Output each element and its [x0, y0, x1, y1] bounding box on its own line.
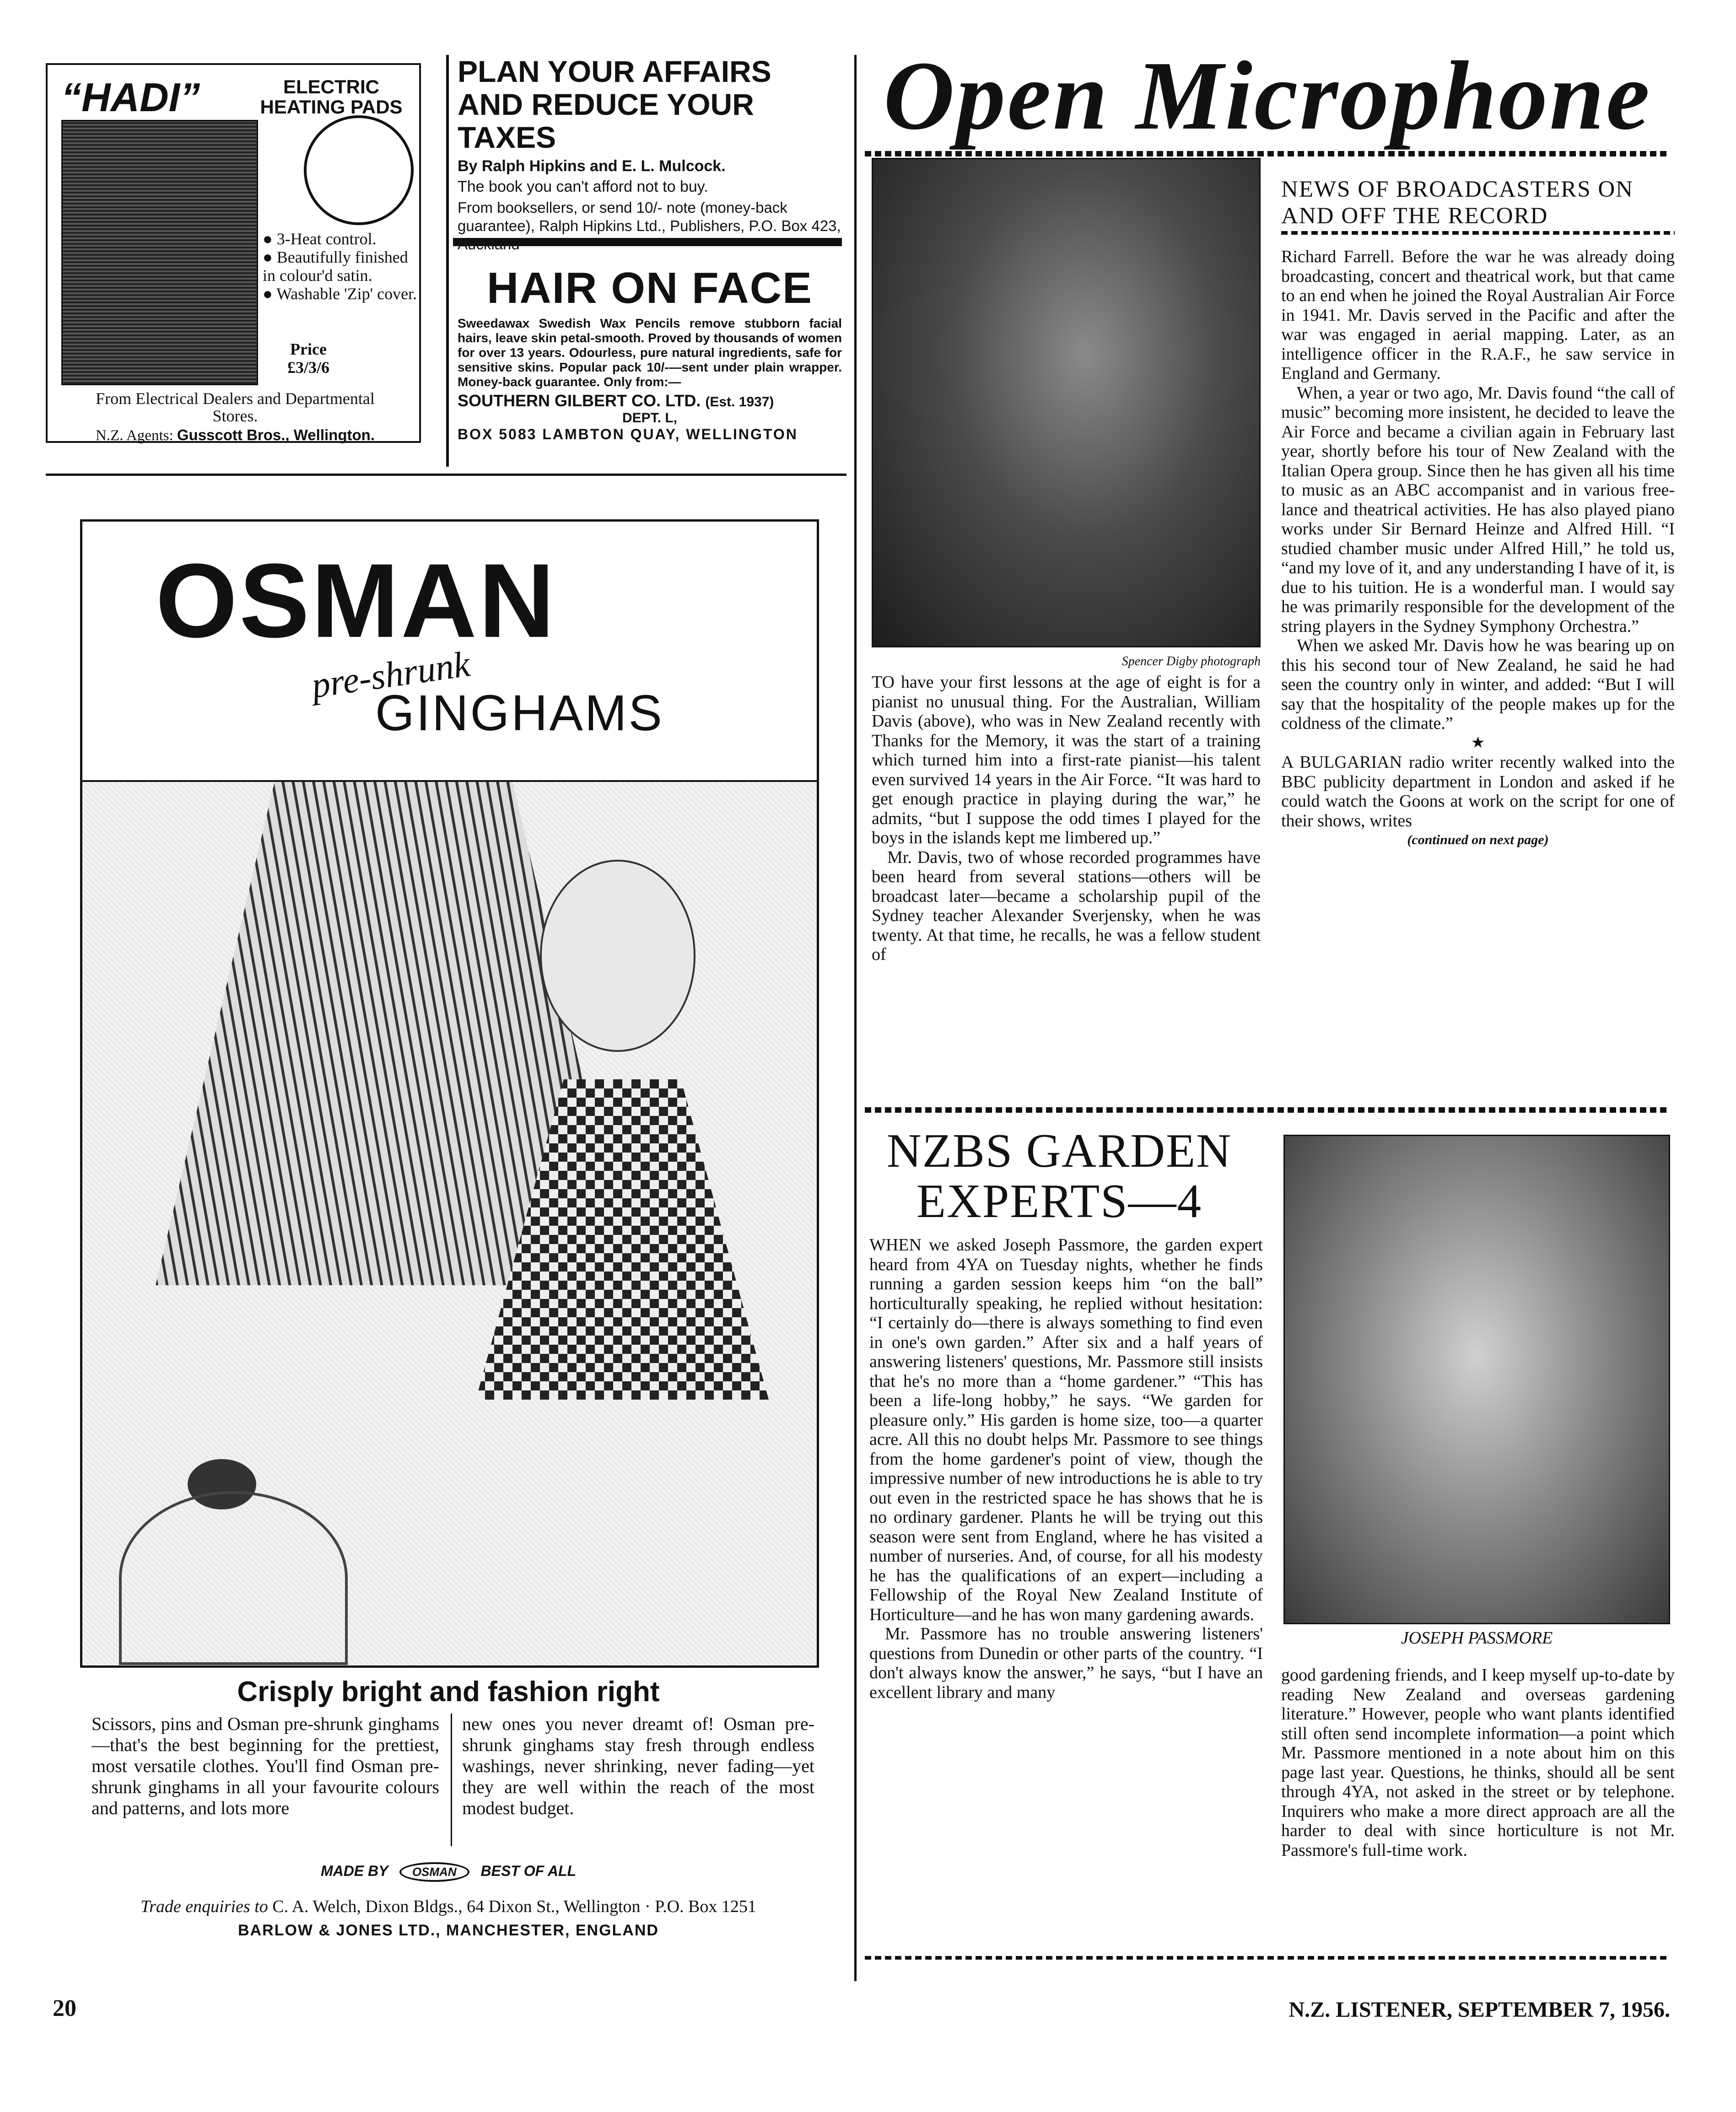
- osman-copy-col1: Scissors, pins and Osman pre-shrunk ginghams—that's the best beginning for the prettiest, most versatile clothes. You'll find Osman pre-shrunk ginghams in all your favourite colours and patterns, and lots more: [92, 1713, 439, 1818]
- taxes-body: From booksellers, or send 10/- note (money-back guarantee), Ralph Hipkins Ltd., Publishers, P.O. Box 423,: [458, 199, 841, 234]
- osman-trade-line: Trade enquiries to C. A. Welch, Dixon Bldgs., 64 Dixon St., Wellington · P.O. Box 1251: [140, 1897, 756, 1916]
- hadi-price: £3/3/6: [287, 358, 329, 377]
- article-paragraph: Mr. Davis, two of whose recorded programmes have been heard from several stations—others will be broadcast later—became a scholarship pupil of the Sydney teacher Alexander Sverjensky, when he was twenty. At that time, he recalls, he was a fellow student of: [872, 847, 1261, 964]
- osman-headline: Crisply bright and fashion right: [237, 1676, 660, 1708]
- column-divider: [854, 55, 857, 1981]
- heating-pad-image: [61, 120, 258, 385]
- tape-measure-icon: [119, 1491, 348, 1665]
- osman-maker: BARLOW & JONES LTD., MANCHESTER, ENGLAND: [238, 1922, 659, 1939]
- osman-illustration: [82, 782, 817, 1665]
- garden-headline: NZBS GARDEN EXPERTS—4: [886, 1124, 1232, 1228]
- cord-switch-icon: [304, 115, 414, 225]
- pianist-article-col1: [872, 673, 1261, 964]
- article-paragraph: When we asked Mr. Davis how he was bearing up on this his second tour of New Zealand, he said he had seen the country only in winter, and added: “But I will say that the hospitality of the people makes up for the coldness of the climate.”: [1281, 636, 1675, 733]
- taxes-ad: [458, 55, 842, 238]
- hair-dept: DEPT. L,: [622, 410, 677, 426]
- open-mic-subhead: NEWS OF BROADCASTERS ON AND OFF THE RECORD: [1281, 177, 1634, 229]
- hadi-features: [263, 230, 418, 303]
- divider: [865, 1107, 1670, 1113]
- star-separator: ★: [1471, 734, 1485, 751]
- taxes-tagline: The book you can't afford not to buy.: [458, 178, 708, 195]
- osman-made-by-line: MADE BY OSMAN BEST OF ALL: [82, 1862, 814, 1882]
- hadi-brand: “HADI”: [61, 75, 200, 120]
- hadi-availability: From Electrical Dealers and Departmental Stores.: [96, 389, 375, 425]
- taxes-headline: PLAN YOUR AFFAIRS AND REDUCE YOUR TAXES: [458, 54, 771, 154]
- hair-company-line: SOUTHERN GILBERT CO. LTD. (Est. 1937): [458, 391, 774, 410]
- osman-product: GINGHAMS: [375, 685, 664, 741]
- william-davis-photo: [872, 158, 1261, 647]
- page-number: 20: [53, 1995, 76, 2021]
- publication-line: N.Z. LISTENER, SEPTEMBER 7, 1956.: [1289, 1998, 1670, 2022]
- pianist-article-col2: [1281, 247, 1675, 850]
- article-paragraph: TO have your first lessons at the age of eight is for a pianist no unusual thing. For the Australian, William Davis (above), who was in New Zealand recently with Thanks for the Memory, it was the start of a training which turned him into a first-rate pianist—his talent even survived 14 years in the Air Force. “It was hard to get enough practice in playing during the war,” he admits, “but I suppose the odd times I played for the boys in the islands kept me limbered up.”: [872, 673, 1261, 847]
- article-paragraph: When, a year or two ago, Mr. Davis found “the call of music” becoming more insistent, he decided to leave the Air Force and became a civilian again in February last year, shortly before his tour of New Zealand with the Italian Opera group. Since then he has given all his time to music as an ABC accompanist and in various free-lance and theatrical activities. He has also played piano works under Sir Bernard Heinze and Alfred Hill. “I studied chamber music under Alfred Hill,” he told us, “and my love of it, and any understanding I have of it, is due to his tuition. He is a wonderful man. I would say he was primarily responsible for the development of the string players in the Sydney Symphony Orchestra.”: [1281, 383, 1675, 636]
- garden-article-col1: [869, 1235, 1263, 1702]
- girl-head-image: [540, 860, 695, 1052]
- article-paragraph: Richard Farrell. Before the war he was already doing broadcasting, concert and theatrical work, but that came to an end when he joined the Royal Australian Air Force in 1941. Mr. Davis served in the Pacific and after the war was engaged in aerial mapping. Later, as an intelligence officer in the R.A.F., he saw service in England and Germany.: [1281, 247, 1675, 383]
- divider: [1281, 231, 1675, 235]
- divider: [453, 238, 842, 246]
- feature-item: ● Beautifully finished in colour'd satin.: [263, 248, 408, 285]
- hair-address: BOX 5083 LAMBTON QUAY, WELLINGTON: [458, 426, 798, 442]
- feature-item: ● Washable 'Zip' cover.: [263, 285, 417, 303]
- garden-article-col2: good gardening friends, and I keep myself up-to-date by reading New Zealand and overseas gardening literature.” However, people who want plants identified still often send incomplete information—a point which Mr. Passmore mentioned in a note about him on this page last year. Questions, he thinks, should all be sent through 4YA, not asked in the street or by telephone. Inquirers who make a more direct approach are all the harder to deal with since horticulture is not Mr. Passmore's full-time work.: [1281, 1665, 1675, 1860]
- article-paragraph: WHEN we asked Joseph Passmore, the garden expert heard from 4YA on Tuesday nights, whether he finds running a garden session keeps him “on the ball” horticulturally speaking, he replied without hesitation: “I certainly do—there is always something to find even in one's own garden.” After six and a half years of answering listeners' questions, Mr. Passmore still insists that he's no more than a “home gardener.” “This has been a life-long hobby,” he says. “We garden for pleasure only.” His garden is home size, too—a quarter acre. All this no doubt helps Mr. Passmore to see things from the home gardener's point of view, though the impressive number of new introductions he is able to try out even in the restricted space he has shows that he is no ordinary gardener. Plants he will be trying out this season were sent from England, where he has visited a number of nurseries. And, of course, for all his modesty he has the qualifications of an expert—including a Fellowship of the Royal New Zealand Institute of Horticulture—and he has won many gardening awards.: [869, 1235, 1263, 1624]
- osman-brand: OSMAN: [156, 542, 557, 659]
- osman-copy-col2: new ones you never dreamt of! Osman pre-shrunk ginghams stay fresh through endless washings, never shrinking, never fading—yet they are well within the reach of the most modest budget.: [462, 1713, 814, 1818]
- osman-logo: OSMAN: [399, 1862, 469, 1882]
- ad-divider-vertical: [446, 55, 449, 467]
- joseph-passmore-photo: [1283, 1135, 1670, 1624]
- divider: [451, 1713, 452, 1846]
- open-microphone-masthead: Open Microphone: [883, 41, 1652, 150]
- hadi-ad: [46, 63, 421, 443]
- hair-ad: [458, 263, 842, 464]
- feature-item: ● 3-Heat control.: [263, 230, 377, 248]
- divider: [46, 474, 846, 476]
- hadi-agents: N.Z. Agents: Gusscott Bros., Wellington.: [96, 426, 375, 444]
- divider: [865, 1956, 1670, 1960]
- photo-caption: JOSEPH PASSMORE: [1401, 1628, 1553, 1648]
- hair-headline: HAIR ON FACE: [486, 264, 813, 312]
- osman-ad-frame: [80, 519, 819, 1668]
- article-paragraph: Mr. Passmore has no trouble answering listeners' questions from Dunedin or other parts of the country. “I don't always know the answer,” he says, “but I have an excellent library and many: [869, 1624, 1263, 1702]
- photo-credit: Spencer Digby photograph: [1121, 654, 1261, 668]
- hadi-price-label: Price: [290, 340, 327, 358]
- taxes-byline: By Ralph Hipkins and E. L. Mulcock.: [458, 157, 726, 175]
- bulgarian-paragraph: A BULGARIAN radio writer recently walked into the BBC publicity department in London and asked if he could watch the Goons at work on the script for one of their shows, writes: [1281, 753, 1675, 830]
- continued-note: (continued on next page): [1407, 832, 1549, 847]
- hadi-product: ELECTRIC HEATING PADS: [260, 76, 403, 118]
- osman-script: pre-shrunk: [309, 644, 473, 706]
- hair-body: Sweedawax Swedish Wax Pencils remove stubborn facial hairs, leave skin petal-smooth. Proved by thousands of women for over 13 years. Odourless, pure natural ingredients, safe for sensitive skins. Popular pack 10/-—sent under plain wrapper. Money-back guarantee. Only from:—: [458, 316, 842, 389]
- divider: [865, 151, 1670, 156]
